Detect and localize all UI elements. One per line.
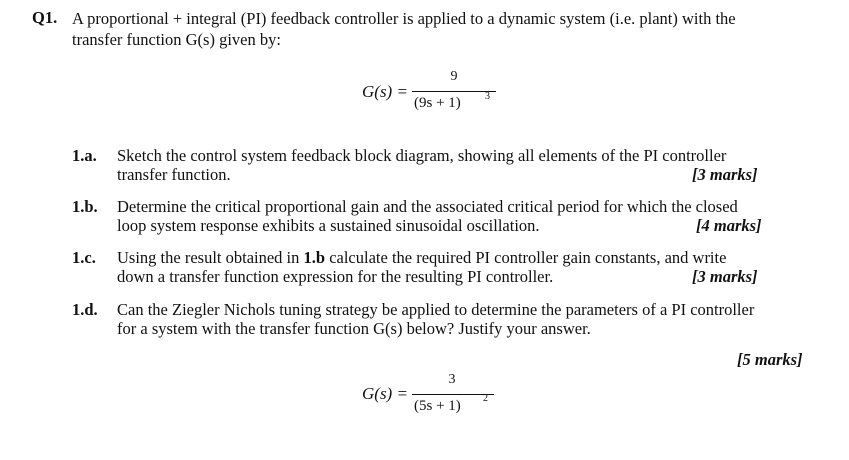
transfer-function-2	[362, 372, 502, 432]
part-1d-line1: Can the Ziegler Nichols tuning strategy be applied to determine the parameters of a PI controller	[117, 300, 755, 319]
part-1c-line1-post: calculate the required PI controller gain constants, and write	[325, 248, 727, 267]
formula1-fraction-bar	[412, 91, 496, 92]
part-1d-line2: for a system with the transfer function G(s) below? Justify your answer.	[117, 319, 591, 338]
transfer-function-1	[362, 68, 502, 128]
part-1c-marks: [3 marks]	[692, 267, 758, 286]
question-intro-line2: transfer function G(s) given by:	[72, 30, 281, 49]
part-1c-line1-ref: 1.b	[303, 248, 326, 267]
part-1b-line2: loop system response exhibits a sustained sinusoidal oscillation.	[117, 216, 540, 235]
part-1b-marks: [4 marks]	[696, 216, 762, 235]
part-1b-line1: Determine the critical proportional gain and the associated critical period for which the closed	[117, 197, 738, 216]
part-1d-marks: [5 marks]	[737, 350, 803, 369]
formula2-fraction-bar	[412, 394, 494, 395]
formula2-lhs: G(s) =	[362, 384, 408, 403]
formula1-numerator: 9	[450, 69, 458, 84]
question-intro-line1: A proportional + integral (PI) feedback controller is applied to a dynamic system (i.e. plant) with the	[72, 9, 736, 28]
part-1b-label: 1.b.	[72, 197, 98, 216]
part-1d	[72, 300, 817, 342]
formula1-denominator: (9s + 1)	[414, 95, 461, 111]
formula2-numerator: 3	[448, 372, 456, 387]
part-1b	[72, 197, 817, 239]
part-1d-text	[117, 300, 815, 338]
formula1-lhs: G(s) =	[362, 82, 408, 101]
part-1d-label: 1.d.	[72, 300, 98, 319]
part-1c-line1-pre: Using the result obtained in	[117, 248, 304, 267]
part-1c-line1	[117, 248, 815, 267]
part-1a-line1: Sketch the control system feedback block diagram, showing all elements of the PI controller	[117, 146, 727, 165]
formula2-denominator: (5s + 1)	[414, 398, 461, 414]
part-1c-label: 1.c.	[72, 248, 96, 267]
part-1c	[72, 248, 817, 290]
part-1a	[72, 146, 817, 188]
part-1a-label: 1.a.	[72, 146, 97, 165]
formula1-exponent: 3	[485, 91, 490, 102]
part-1c-line2: down a transfer function expression for the resulting PI controller.	[117, 267, 554, 286]
part-1a-line2: transfer function.	[117, 165, 231, 184]
part-1a-marks: [3 marks]	[692, 165, 758, 184]
formula2-exponent: 2	[483, 393, 488, 404]
question-intro	[72, 8, 832, 50]
question-number: Q1.	[32, 8, 58, 27]
